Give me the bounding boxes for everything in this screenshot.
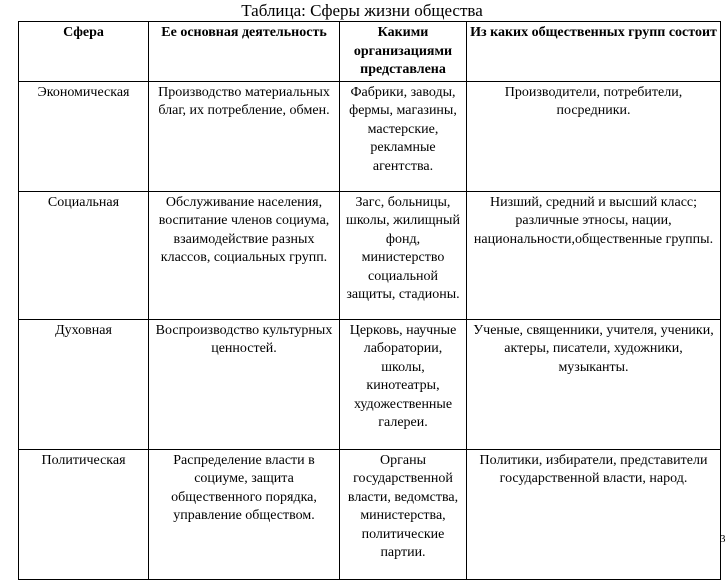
- cell-groups: Низший, средний и высший класс; различные этносы, нации, национальности,общественные группы.: [467, 191, 721, 319]
- cell-sphere: Экономическая: [19, 81, 149, 191]
- table-row: [19, 81, 721, 191]
- table-header-row: [19, 22, 721, 82]
- cell-organizations: Фабрики, заводы, фермы, магазины, мастерские, рекламные агентства.: [340, 81, 467, 191]
- cell-organizations: Церковь, научные лаборатории, школы, кинотеатры, художественные галереи.: [340, 319, 467, 449]
- cell-sphere: Духовная: [19, 319, 149, 449]
- cell-activity: Распределение власти в социуме, защита общественного порядка, управление обществом.: [149, 449, 340, 579]
- table-row: [19, 449, 721, 579]
- spheres-table: [18, 21, 721, 580]
- cell-activity: Обслуживание населения, воспитание членов социума, взаимодействие разных классов, социальных групп.: [149, 191, 340, 319]
- cell-activity: Воспроизводство культурных ценностей.: [149, 319, 340, 449]
- table-row: [19, 319, 721, 449]
- cell-organizations: Органы государственной власти, ведомства, министерства, политические партии.: [340, 449, 467, 579]
- cell-groups: Политики, избиратели, представители государственной власти, народ.: [467, 449, 721, 579]
- cell-groups: Ученые, священники, учителя, ученики, актеры, писатели, художники, музыканты.: [467, 319, 721, 449]
- cell-sphere: Политическая: [19, 449, 149, 579]
- header-organizations: Какими организациями представлена: [340, 22, 467, 82]
- header-activity: Ее основная деятельность: [149, 22, 340, 82]
- header-sphere: Сфера: [19, 22, 149, 82]
- table-caption: Таблица: Сферы жизни общества: [241, 1, 483, 20]
- cell-sphere: Социальная: [19, 191, 149, 319]
- edge-mark: 3: [720, 533, 726, 545]
- cell-groups: Производители, потребители, посредники.: [467, 81, 721, 191]
- header-groups: Из каких общественных групп состоит: [467, 22, 721, 82]
- table-row: [19, 191, 721, 319]
- cell-activity: Производство материальных благ, их потребление, обмен.: [149, 81, 340, 191]
- cell-organizations: Загс, больницы, школы, жилищный фонд, министерство социальной защиты, стадионы.: [340, 191, 467, 319]
